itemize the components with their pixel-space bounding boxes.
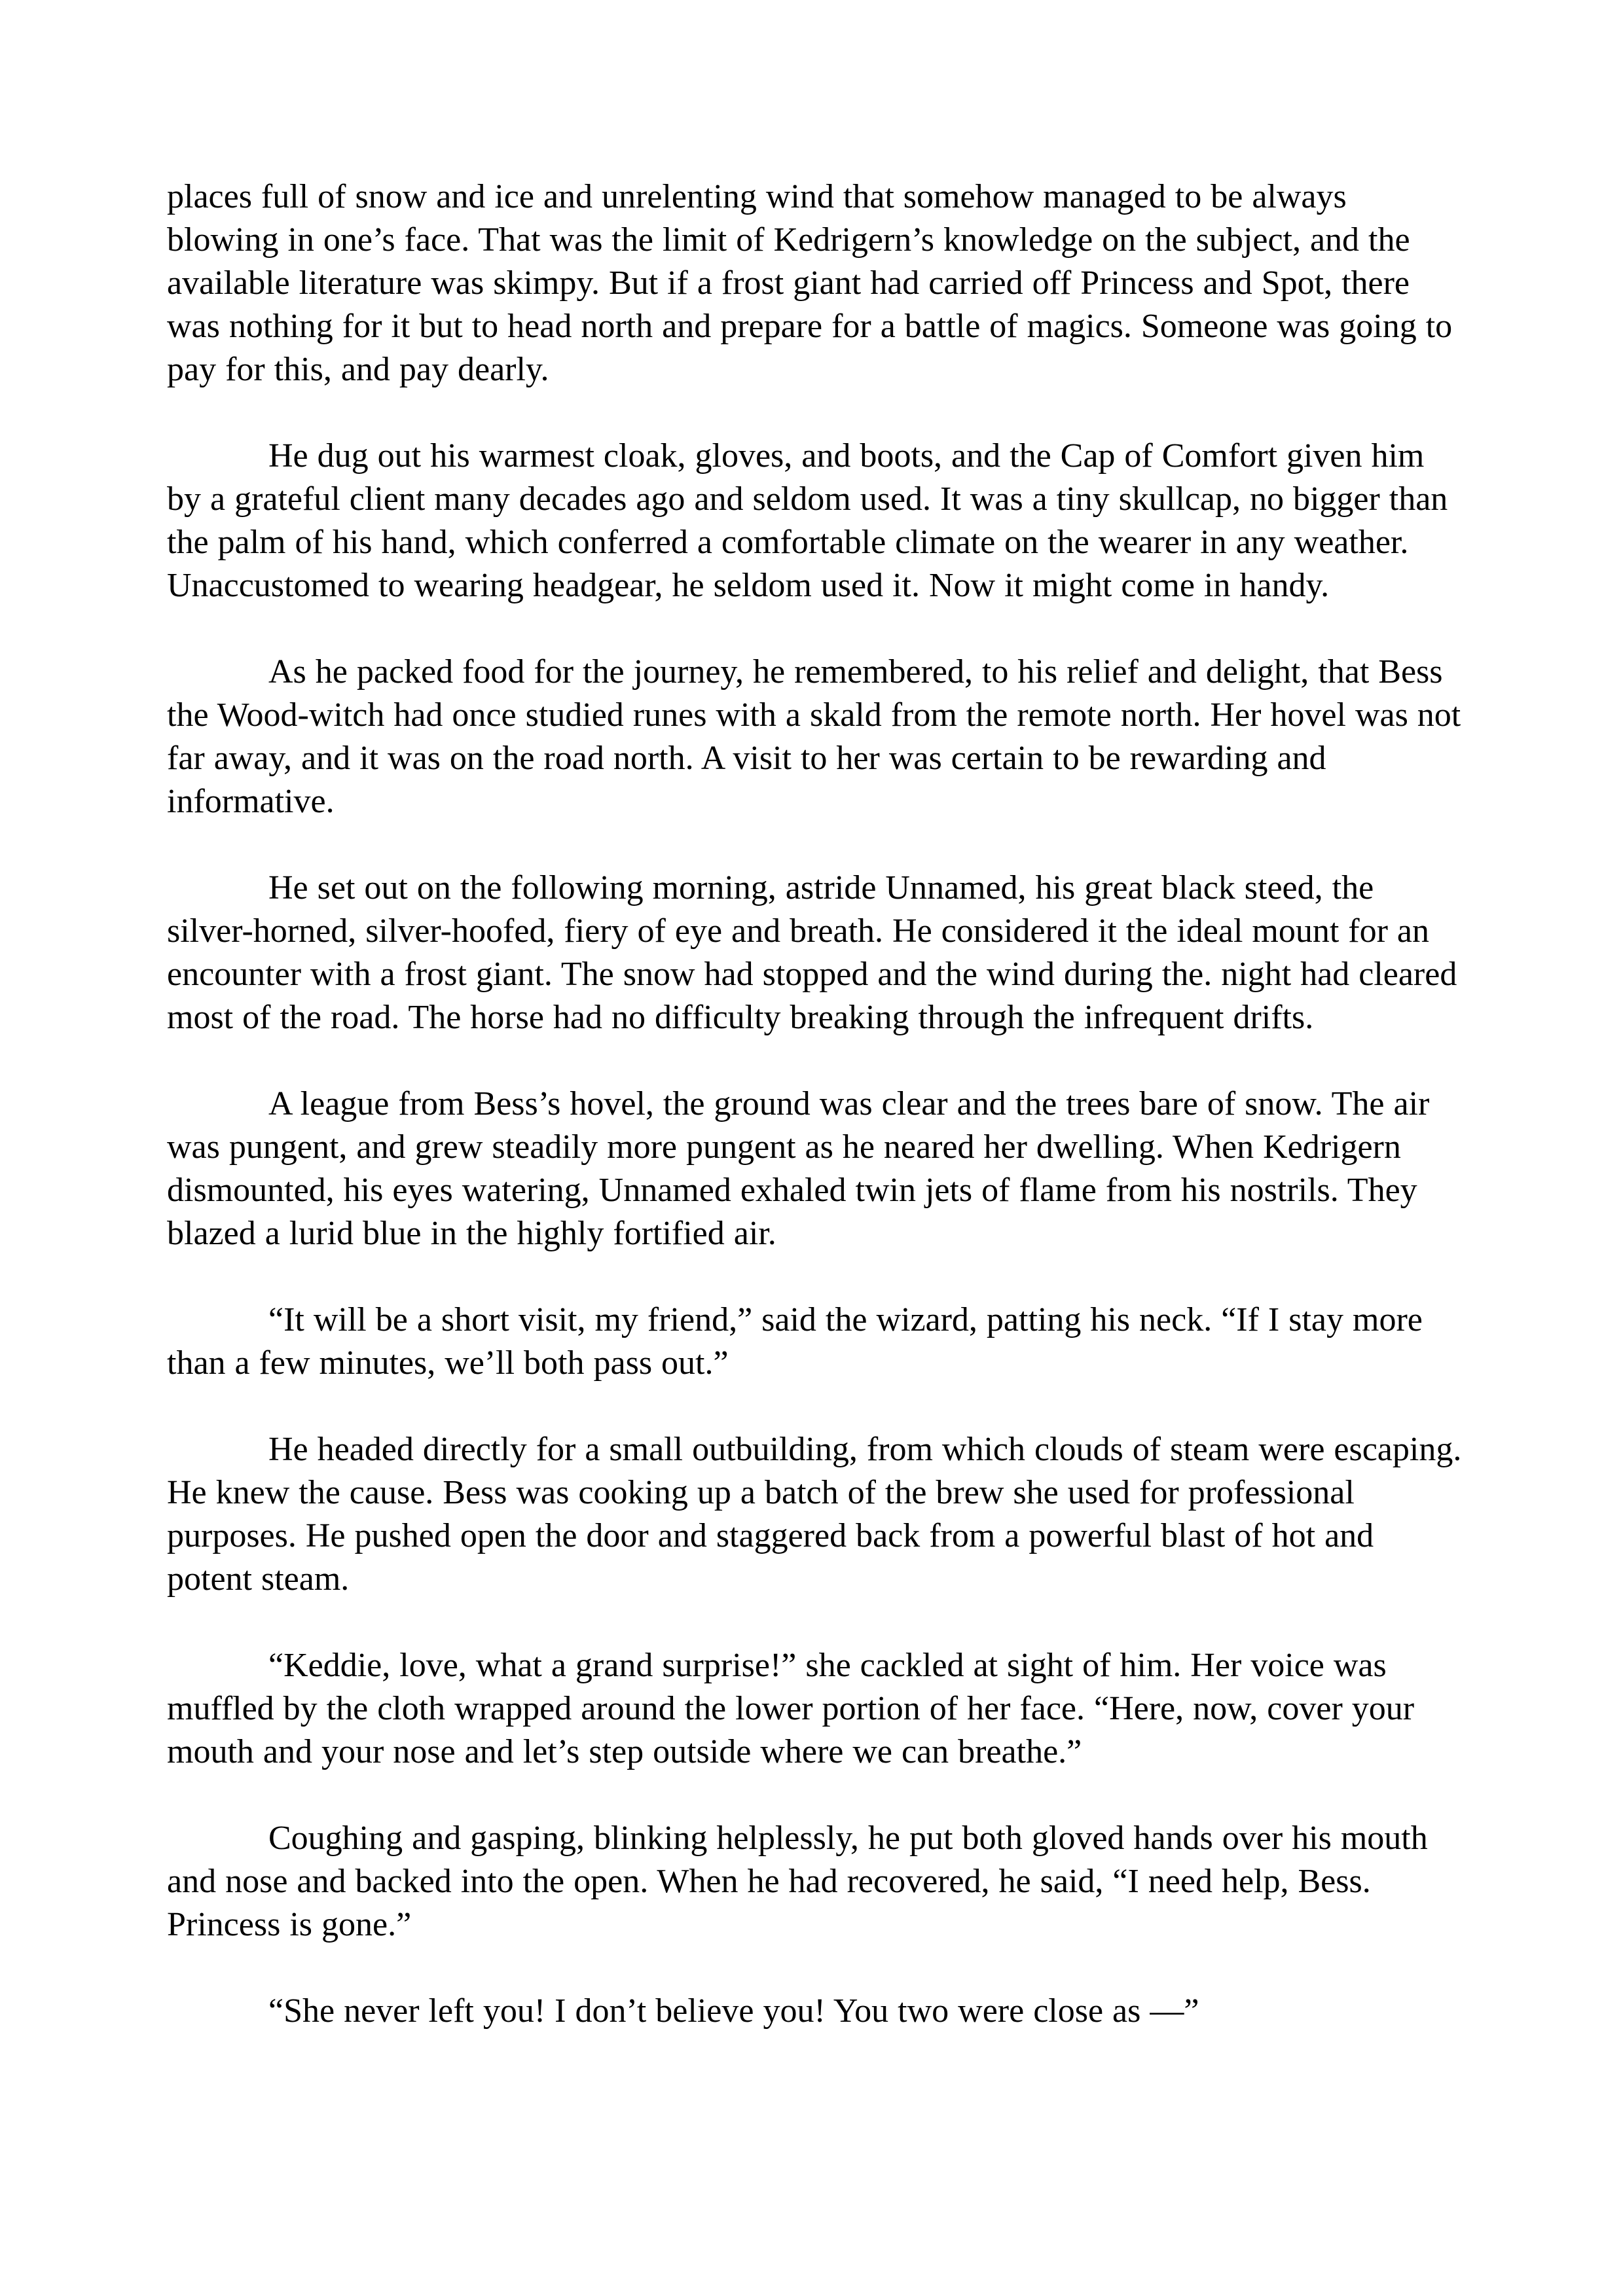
- paragraph: He headed directly for a small outbuilding, from which clouds of steam were escaping. He knew the cause. Bess was cooking up a batch of the brew she used for professional purposes. He pushed open the door and staggered back from a powerful blast of hot and potent steam.: [167, 1431, 1462, 1598]
- text-block: [167, 175, 1467, 2033]
- paragraph: A league from Bess’s hovel, the ground was clear and the trees bare of snow. The air was pungent, and grew steadily more pungent as he neared her dwelling. When Kedrigern dismounted, his eyes watering, Unnamed exhaled twin jets of flame from his nostrils. They blazed a lurid blue in the highly fortified air.: [167, 1085, 1430, 1252]
- paragraph: Coughing and gasping, blinking helplessly, he put both gloved hands over his mouth and nose and backed into the open. When he had recovered, he said, “I need help, Bess. Princess is gone.”: [167, 1820, 1428, 1943]
- paragraph: “It will be a short visit, my friend,” said the wizard, patting his neck. “If I stay more than a few minutes, we’ll both pass out.”: [167, 1301, 1423, 1382]
- paragraph: “Keddie, love, what a grand surprise!” she cackled at sight of him. Her voice was muffled by the cloth wrapped around the lower portion of her face. “Here, now, cover your mouth and your nose and let’s step outside where we can breathe.”: [167, 1647, 1415, 1770]
- paragraph: As he packed food for the journey, he remembered, to his relief and delight, that Bess the Wood-witch had once studied runes with a skald from the remote north. Her hovel was not far away, and it was on the road north. A visit to her was certain to be rewarding and informative.: [167, 653, 1461, 820]
- paragraph: He dug out his warmest cloak, gloves, and boots, and the Cap of Comfort given him by a grateful client many decades ago and seldom used. It was a tiny skullcap, no bigger than the palm of his hand, which conferred a comfortable climate on the wearer in any weather. Unaccustomed to wearing headgear, he seldom used it. Now it might come in handy.: [167, 437, 1448, 604]
- paragraph: “She never left you! I don’t believe you! You two were close as —”: [268, 1992, 1199, 2030]
- paragraph: He set out on the following morning, astride Unnamed, his great black steed, the silver-horned, silver-hoofed, fiery of eye and breath. He considered it the ideal mount for an encounter with a frost giant. The snow had stopped and the wind during the. night had cleared most of the road. The horse had no difficulty breaking through the infrequent drifts.: [167, 869, 1457, 1036]
- paragraph: places full of snow and ice and unrelenting wind that somehow managed to be always blowing in one’s face. That was the limit of Kedrigern’s knowledge on the subject, and the available literature was skimpy. But if a frost giant had carried off Princess and Spot, there was nothing for it but to head north and prepare for a battle of magics. Someone was going to pay for this, and pay dearly.: [167, 178, 1453, 388]
